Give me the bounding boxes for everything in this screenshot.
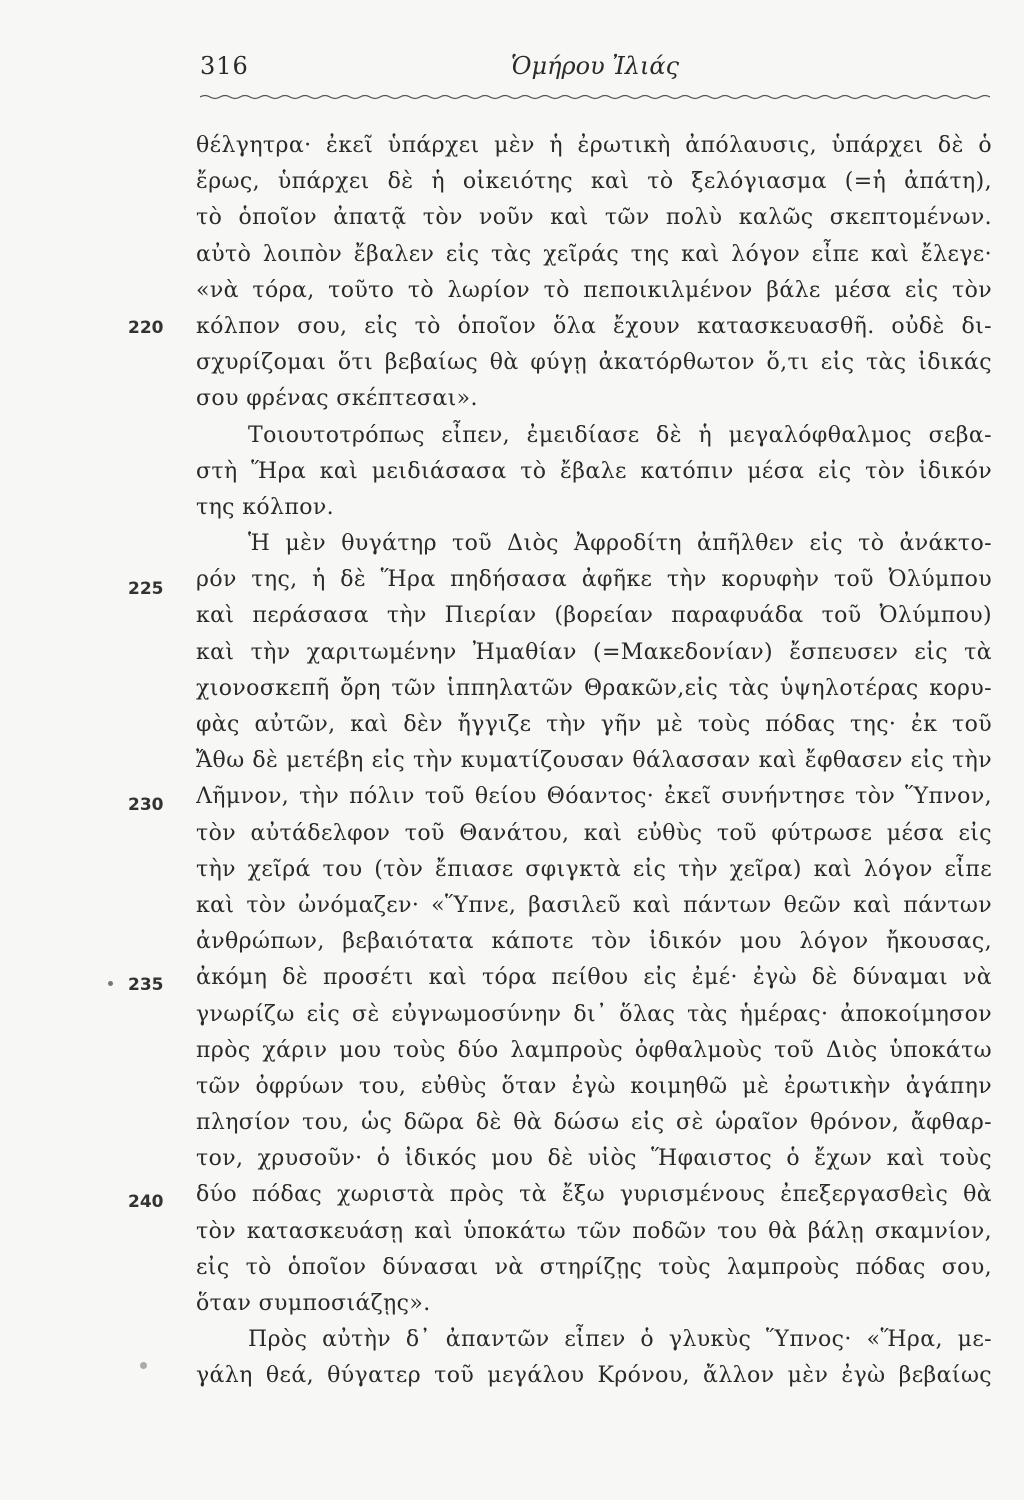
text-line: φὰς αὐτῶν, καὶ δὲν ἤγγιζε τὴν γῆν μὲ τοὺς πόδας της· ἐκ τοῦ [196,712,992,737]
text-line: Πρὸς αὐτὴν δ᾽ ἀπαντῶν εἶπεν ὁ γλυκὺς Ὕπνος· «Ἥρα, με- [248,1327,992,1353]
text-line: σχυρίζομαι ὅτι βεβαίως θὰ φύγῃ ἀκατόρθωτον ὅ,τι εἰς τὰς ἰδικάς [196,350,992,376]
text-line: τὸν κατασκευάσῃ καὶ ὑποκάτω τῶν ποδῶν του θὰ βάλῃ σκαμνίον, [196,1218,992,1244]
page-header [200,52,990,92]
text-line: καὶ περάσασα τὴν Πιερίαν (βορείαν παραφυάδα τοῦ Ὀλύμπου) [196,603,992,629]
text-line: τὸ ὁποῖον ἀπατᾷ τὸν νοῦν καὶ τῶν πολὺ καλῶς σκεπτομένων. [196,205,992,231]
text-line: δύο πόδας χωριστὰ πρὸς τὰ ἔξω γυρισμένους ἐπεξεργασθεὶς θὰ [196,1182,992,1208]
text-line: γάλη θεά, θύγατερ τοῦ μεγάλου Κρόνου, ἄλλον μὲν ἐγὼ βεβαίως [196,1363,992,1389]
text-line: ἔρως, ὑπάρχει δὲ ἡ οἰκειότης καὶ τὸ ξελόγιασμα (=ἡ ἀπάτη), [196,169,992,195]
text-line: ρόν της, ἡ δὲ Ἥρα πηδήσασα ἀφῆκε τὴν κορυφὴν τοῦ Ὀλύμπου [196,567,992,593]
text-line: τὸν αὐτάδελφον τοῦ Θανάτου, καὶ εὐθὺς τοῦ φύτρωσε μέσα εἰς [196,820,992,846]
line-number-225: 225 [128,579,164,599]
line-number-235: 235 [128,975,164,995]
text-line: κόλπον σου, εἰς τὸ ὁποῖον ὅλα ἔχουν κατασκευασθῆ. οὐδὲ δι- [196,313,992,339]
text-line: τῶν ὀφρύων του, εὐθὺς ὅταν ἐγὼ κοιμηθῶ μὲ ἐρωτικὴν ἀγάπην [196,1073,992,1099]
header-rule [200,94,990,100]
text-line: στὴ Ἥρα καὶ μειδιάσασα τὸ ἔβαλε κατόπιν μέσα εἰς τὸν ἰδικόν [196,458,992,484]
text-line: Ἡ μὲν θυγάτηρ τοῦ Διὸς Ἀφροδίτη ἀπῆλθεν εἰς τὸ ἀνάκτο- [248,531,992,557]
text-line: πλησίον του, ὡς δῶρα δὲ θὰ δώσω εἰς σὲ ὡραῖον θρόνον, ἄφθαρ- [196,1110,992,1136]
text-line: καὶ τὴν χαριτωμένην Ἠμαθίαν (=Μακεδονίαν) ἔσπευσεν εἰς τὰ [196,639,992,665]
text-line: «νὰ τόρα, τοῦτο τὸ λωρίον τὸ πεποικιλμένον βάλε μέσα εἰς τὸν [196,277,992,303]
line-number-230: 230 [128,795,164,815]
text-line: θέλγητρα· ἐκεῖ ὑπάρχει μὲν ἡ ἐρωτικὴ ἀπόλαυσις, ὑπάρχει δὲ ὁ [196,133,992,158]
text-line: γνωρίζω εἰς σὲ εὐγνωμοσύνην δι᾽ ὅλας τὰς ἡμέρας· ἀποκοίμησον [196,1001,992,1027]
text-line: ἀκόμη δὲ προσέτι καὶ τόρα πείθου εἰς ἐμέ· ἐγὼ δὲ δύναμαι νὰ [196,965,992,991]
text-line: καὶ τὸν ὠνόμαζεν· «Ὕπνε, βασιλεῦ καὶ πάντων θεῶν καὶ πάντων [196,892,992,918]
text-line: σου φρένας σκέπτεσαι». [196,386,478,412]
page-number: 316 [200,52,249,80]
body-text [196,128,992,1395]
text-line: Ἄθω δὲ μετέβη εἰς τὴν κυματίζουσαν θάλασσαν καὶ ἔφθασεν εἰς τὴν [196,748,992,774]
paper-speck [140,1362,147,1369]
text-line: τον, χρυσοῦν· ὁ ἰδικός μου δὲ υἱὸς Ἥφαιστος ὁ ἔχων καὶ τοὺς [196,1146,992,1172]
text-line: Τοιουτοτρόπως εἶπεν, ἐμειδίασε δὲ ἡ μεγαλόφθαλμος σεβα- [248,422,992,448]
line-number-220: 220 [128,318,164,338]
line-number-240: 240 [128,1192,164,1212]
text-line: χιονοσκεπῆ ὄρη τῶν ἱππηλατῶν Θρακῶν,εἰς τὰς ὑψηλοτέρας κορυ- [196,675,992,701]
text-line: πρὸς χάριν μου τοὺς δύο λαμπροὺς ὀφθαλμοὺς τοῦ Διὸς ὑποκάτω [196,1037,992,1063]
text-line: Λῆμνον, τὴν πόλιν τοῦ θείου Θόαντος· ἐκεῖ συνήντησε τὸν Ὕπνον, [196,784,992,810]
text-line: ἀνθρώπων, βεβαιότατα κάποτε τὸν ἰδικόν μου λόγον ἤκουσας, [196,929,992,955]
text-line: ὅταν συμποσιάζῃς». [196,1291,431,1316]
text-line: εἰς τὸ ὁποῖον δύνασαι νὰ στηρίζῃς τοὺς λαμπροὺς πόδας σου, [196,1254,992,1280]
text-line: της κόλπον. [196,494,335,520]
paper-speck [108,981,113,986]
running-title: Ὁμήρου Ἰλιάς [510,52,680,80]
text-line: τὴν χεῖρά του (τὸν ἔπιασε σφιγκτὰ εἰς τὴν χεῖρα) καὶ λόγον εἶπε [196,856,992,882]
text-line: αὐτὸ λοιπὸν ἔβαλεν εἰς τὰς χεῖράς της καὶ λόγον εἶπε καὶ ἔλεγε· [196,241,992,267]
